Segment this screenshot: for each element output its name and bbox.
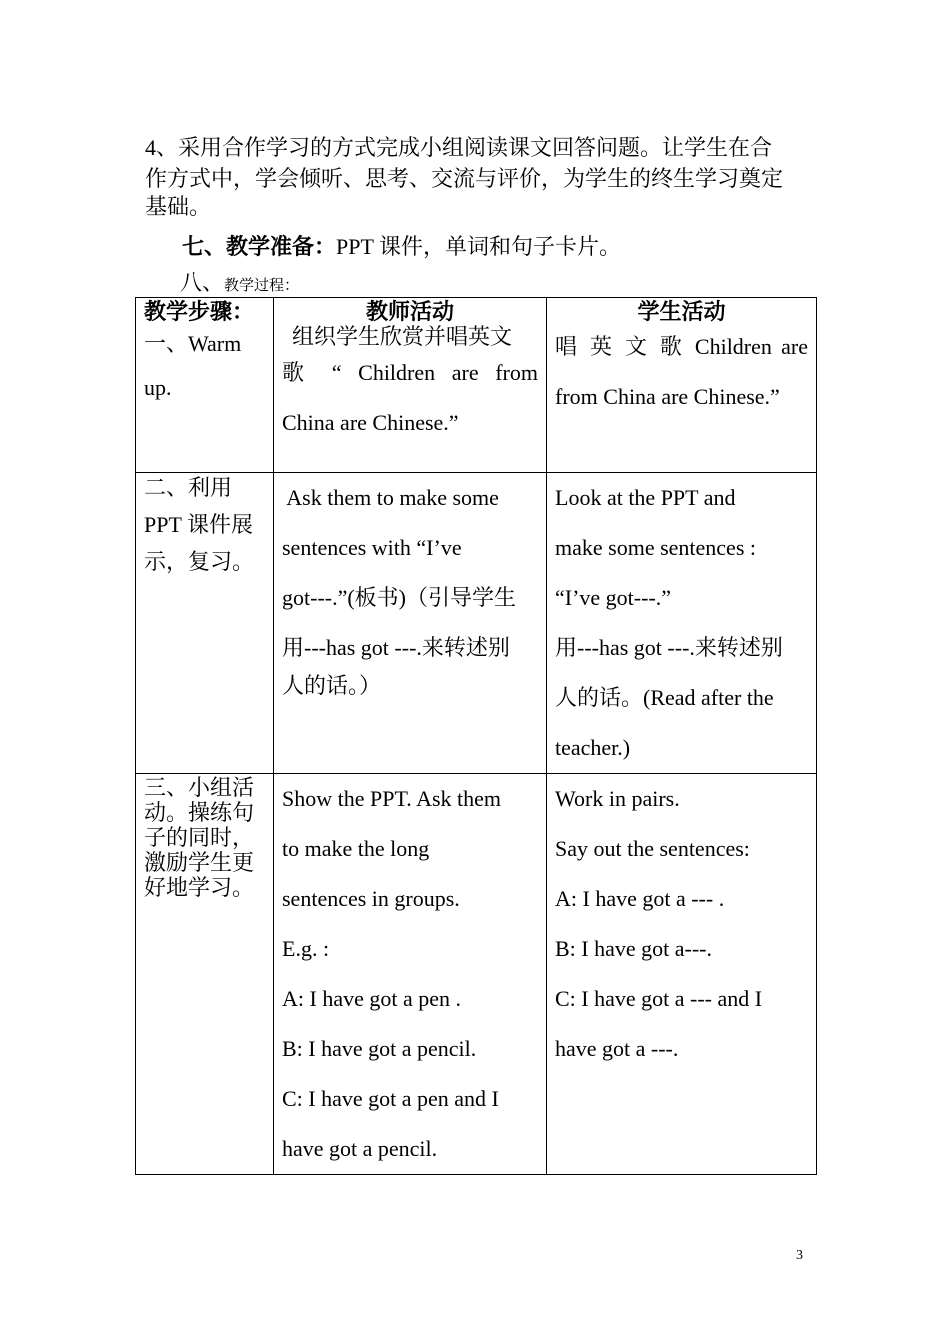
step-text: 示，复习。 <box>144 549 255 574</box>
process-heading-label: 教学过程： <box>224 278 300 294</box>
teacher-text: sentences in groups. <box>282 886 460 911</box>
header-teacher-activity: 教师活动 <box>365 299 454 324</box>
student-text: A: I have got a --- . <box>555 886 725 911</box>
step-text: up. <box>144 375 172 400</box>
teaching-process-table <box>135 297 817 1175</box>
student-text: Say out the sentences: <box>555 836 750 861</box>
header-teaching-step: 教学步骤： <box>144 299 255 324</box>
student-text: 人的话。(Read after the <box>555 685 774 710</box>
process-heading-number: 八、 <box>180 270 225 295</box>
teacher-text: C: I have got a pen and I <box>282 1086 499 1111</box>
student-text: make some sentences : <box>555 535 756 560</box>
step-text: 动。操练句 <box>144 800 255 825</box>
step-cell <box>136 298 274 473</box>
step-cell <box>136 774 274 1175</box>
preparation-text: PPT 课件，单词和句子卡片。 <box>336 234 622 259</box>
teacher-text: 人的话。） <box>282 673 382 698</box>
teacher-text: B: I have got a pencil. <box>282 1036 477 1061</box>
step-cell <box>136 473 274 774</box>
teacher-cell <box>274 774 547 1175</box>
objective-4-line-2: 作方式中，学会倾听、思考、交流与评价，为学生的终生学习奠定 <box>145 166 784 191</box>
teacher-text: 用---has got ---.来转述别 <box>282 635 510 660</box>
student-text: 用---has got ---.来转述别 <box>555 635 783 660</box>
teacher-text: have got a pencil. <box>282 1136 438 1161</box>
teacher-text: sentences with “I’ve <box>282 535 462 560</box>
teacher-text: 组织学生欣赏并唱英文 <box>292 324 513 349</box>
step-text: PPT 课件展 <box>144 512 254 537</box>
student-cell <box>547 473 817 774</box>
student-text: teacher.) <box>555 735 631 760</box>
student-text: Work in pairs. <box>555 786 680 811</box>
step-text: 激励学生更 <box>144 850 255 875</box>
teacher-cell <box>274 473 547 774</box>
student-text: Look at the PPT and <box>555 485 736 510</box>
teacher-text: Ask them to make some <box>282 485 499 510</box>
step-text: 子的同时， <box>144 825 255 850</box>
student-text: 唱 英 文 歌 Children are <box>555 334 808 359</box>
teacher-text: E.g. : <box>282 936 330 961</box>
student-text: from China are Chinese.” <box>555 384 780 409</box>
table-row <box>136 298 817 473</box>
student-text: C: I have got a --- and I <box>555 986 763 1011</box>
teacher-cell <box>274 298 547 473</box>
student-cell <box>547 774 817 1175</box>
student-cell <box>547 298 817 473</box>
objective-4-line-3: 基础。 <box>145 194 212 219</box>
student-text: B: I have got a---. <box>555 936 712 961</box>
header-student-activity: 学生活动 <box>637 299 726 324</box>
teacher-text: 歌 “ Children are from <box>282 360 538 385</box>
student-text: “I’ve got---.” <box>555 585 672 610</box>
student-text: have got a ---. <box>555 1036 679 1061</box>
preparation-paragraph <box>182 231 802 263</box>
preparation-heading: 七、教学准备： <box>182 234 337 259</box>
step-text: 一、Warm <box>144 331 242 356</box>
step-text: 二、利用 <box>144 475 233 500</box>
teacher-text: to make the long <box>282 836 430 861</box>
teacher-text: China are Chinese.” <box>282 410 459 435</box>
step-text: 三、小组活 <box>144 775 255 800</box>
page-number: 3 <box>796 1248 803 1263</box>
objective-4-line-1: 4、采用合作学习的方式完成小组阅读课文回答问题。让学生在合 <box>145 135 773 160</box>
teacher-text: A: I have got a pen . <box>282 986 461 1011</box>
teacher-text: Show the PPT. Ask them <box>282 786 502 811</box>
table-row <box>136 473 817 774</box>
table-row <box>136 774 817 1175</box>
objective-4-paragraph <box>145 132 810 220</box>
teacher-text: got---.”(板书)（引导学生 <box>282 585 517 610</box>
step-text: 好地学习。 <box>144 875 255 900</box>
